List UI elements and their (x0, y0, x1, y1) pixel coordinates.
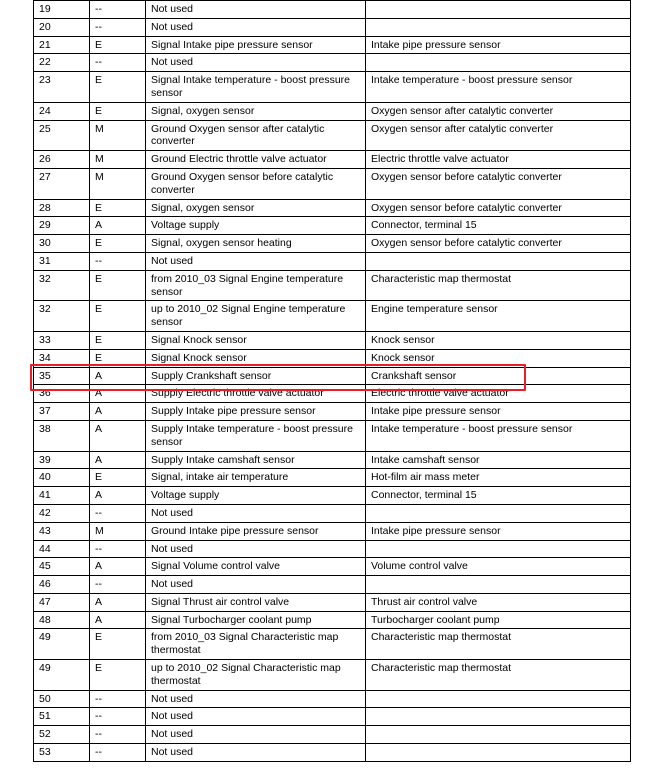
table-row (34, 629, 631, 660)
type-cell: E (90, 102, 146, 120)
pin-cell: 31 (34, 252, 90, 270)
table-row (34, 1, 631, 19)
signal-cell: Ground Electric throttle valve actuator (146, 151, 366, 169)
signal-cell: Signal Volume control valve (146, 558, 366, 576)
type-cell: E (90, 331, 146, 349)
signal-cell: from 2010_03 Signal Characteristic map thermostat (146, 629, 366, 660)
table-row (34, 744, 631, 762)
type-cell: M (90, 120, 146, 151)
type-cell: M (90, 522, 146, 540)
component-cell: Oxygen sensor before catalytic converter (366, 168, 631, 199)
signal-cell: Supply Intake camshaft sensor (146, 451, 366, 469)
type-cell: M (90, 151, 146, 169)
table-row (34, 54, 631, 72)
pin-assignment-table (33, 0, 631, 762)
component-cell: Characteristic map thermostat (366, 629, 631, 660)
pin-cell: 32 (34, 270, 90, 301)
type-cell: -- (90, 726, 146, 744)
type-cell: E (90, 199, 146, 217)
type-cell: A (90, 420, 146, 451)
pin-cell: 27 (34, 168, 90, 199)
type-cell: -- (90, 540, 146, 558)
pin-cell: 40 (34, 469, 90, 487)
signal-cell: Signal, oxygen sensor (146, 102, 366, 120)
component-cell: Turbocharger coolant pump (366, 611, 631, 629)
signal-cell: Supply Intake temperature - boost pressure sensor (146, 420, 366, 451)
component-cell: Knock sensor (366, 331, 631, 349)
table-row (34, 487, 631, 505)
signal-cell: Ground Oxygen sensor before catalytic converter (146, 168, 366, 199)
pin-cell: 22 (34, 54, 90, 72)
table-row (34, 611, 631, 629)
pin-cell: 30 (34, 235, 90, 253)
table-row (34, 469, 631, 487)
pin-cell: 24 (34, 102, 90, 120)
type-cell: A (90, 403, 146, 421)
pin-cell: 47 (34, 593, 90, 611)
signal-cell: Signal Intake temperature - boost pressure sensor (146, 72, 366, 103)
signal-cell: Signal, intake air temperature (146, 469, 366, 487)
component-cell: Knock sensor (366, 349, 631, 367)
signal-cell: Signal Thrust air control valve (146, 593, 366, 611)
pin-cell: 48 (34, 611, 90, 629)
type-cell: -- (90, 252, 146, 270)
component-cell (366, 540, 631, 558)
signal-cell: Not used (146, 1, 366, 19)
table-row (34, 168, 631, 199)
table-row (34, 18, 631, 36)
component-cell: Connector, terminal 15 (366, 487, 631, 505)
component-cell (366, 690, 631, 708)
type-cell: E (90, 36, 146, 54)
component-cell: Intake pipe pressure sensor (366, 36, 631, 54)
signal-cell: Signal Turbocharger coolant pump (146, 611, 366, 629)
type-cell: A (90, 611, 146, 629)
pin-cell: 52 (34, 726, 90, 744)
component-cell: Volume control valve (366, 558, 631, 576)
type-cell: -- (90, 1, 146, 19)
pin-cell: 51 (34, 708, 90, 726)
signal-cell: Ground Oxygen sensor after catalytic converter (146, 120, 366, 151)
pin-cell: 36 (34, 385, 90, 403)
pin-cell: 26 (34, 151, 90, 169)
component-cell: Thrust air control valve (366, 593, 631, 611)
table-row (34, 217, 631, 235)
pin-cell: 49 (34, 660, 90, 691)
table-row (34, 72, 631, 103)
pin-cell: 44 (34, 540, 90, 558)
table-row (34, 301, 631, 332)
table-row (34, 540, 631, 558)
component-cell (366, 18, 631, 36)
type-cell: E (90, 72, 146, 103)
signal-cell: Not used (146, 504, 366, 522)
pin-cell: 39 (34, 451, 90, 469)
type-cell: M (90, 168, 146, 199)
type-cell: -- (90, 54, 146, 72)
pin-cell: 20 (34, 18, 90, 36)
pin-cell: 49 (34, 629, 90, 660)
type-cell: E (90, 629, 146, 660)
signal-cell: Not used (146, 744, 366, 762)
table-row (34, 252, 631, 270)
type-cell: E (90, 235, 146, 253)
pin-cell: 23 (34, 72, 90, 103)
component-cell: Hot-film air mass meter (366, 469, 631, 487)
component-cell (366, 1, 631, 19)
type-cell: E (90, 349, 146, 367)
type-cell: -- (90, 744, 146, 762)
pin-cell: 35 (34, 367, 90, 385)
signal-cell: Not used (146, 726, 366, 744)
component-cell: Characteristic map thermostat (366, 660, 631, 691)
signal-cell: Voltage supply (146, 217, 366, 235)
pin-cell: 37 (34, 403, 90, 421)
component-cell: Engine temperature sensor (366, 301, 631, 332)
component-cell (366, 54, 631, 72)
type-cell: -- (90, 708, 146, 726)
signal-cell: Ground Intake pipe pressure sensor (146, 522, 366, 540)
signal-cell: from 2010_03 Signal Engine temperature sensor (146, 270, 366, 301)
table-row (34, 690, 631, 708)
component-cell (366, 504, 631, 522)
signal-cell: Not used (146, 54, 366, 72)
component-cell: Intake pipe pressure sensor (366, 403, 631, 421)
table-row (34, 36, 631, 54)
component-cell (366, 708, 631, 726)
pin-cell: 45 (34, 558, 90, 576)
pin-cell: 33 (34, 331, 90, 349)
table-row (34, 576, 631, 594)
component-cell: Intake camshaft sensor (366, 451, 631, 469)
component-cell (366, 252, 631, 270)
component-cell: Oxygen sensor before catalytic converter (366, 199, 631, 217)
signal-cell: Not used (146, 252, 366, 270)
component-cell (366, 576, 631, 594)
signal-cell: Signal, oxygen sensor (146, 199, 366, 217)
signal-cell: Supply Electric throttle valve actuator (146, 385, 366, 403)
table-row (34, 120, 631, 151)
pin-cell: 32 (34, 301, 90, 332)
signal-cell: Not used (146, 540, 366, 558)
type-cell: E (90, 660, 146, 691)
component-cell: Intake temperature - boost pressure sensor (366, 72, 631, 103)
pin-cell: 28 (34, 199, 90, 217)
pin-cell: 25 (34, 120, 90, 151)
signal-cell: Not used (146, 576, 366, 594)
component-cell: Electric throttle valve actuator (366, 385, 631, 403)
signal-cell: Signal Knock sensor (146, 349, 366, 367)
component-cell: Oxygen sensor before catalytic converter (366, 235, 631, 253)
table-row (34, 270, 631, 301)
table-row (34, 420, 631, 451)
table-row (34, 235, 631, 253)
type-cell: A (90, 487, 146, 505)
table-row (34, 593, 631, 611)
table-row (34, 726, 631, 744)
signal-cell: Not used (146, 18, 366, 36)
signal-cell: Not used (146, 690, 366, 708)
type-cell: A (90, 451, 146, 469)
type-cell: A (90, 558, 146, 576)
signal-cell: Signal, oxygen sensor heating (146, 235, 366, 253)
type-cell: A (90, 385, 146, 403)
table-row (34, 385, 631, 403)
pin-cell: 19 (34, 1, 90, 19)
pin-cell: 43 (34, 522, 90, 540)
type-cell: -- (90, 690, 146, 708)
component-cell (366, 726, 631, 744)
component-cell: Characteristic map thermostat (366, 270, 631, 301)
pin-cell: 34 (34, 349, 90, 367)
table-row (34, 151, 631, 169)
signal-cell: Supply Intake pipe pressure sensor (146, 403, 366, 421)
component-cell: Intake temperature - boost pressure sensor (366, 420, 631, 451)
component-cell: Intake pipe pressure sensor (366, 522, 631, 540)
type-cell: -- (90, 576, 146, 594)
table-row (34, 451, 631, 469)
table-row (34, 367, 631, 385)
pin-cell: 53 (34, 744, 90, 762)
component-cell: Oxygen sensor after catalytic converter (366, 102, 631, 120)
signal-cell: Voltage supply (146, 487, 366, 505)
type-cell: A (90, 217, 146, 235)
type-cell: A (90, 367, 146, 385)
table-row (34, 522, 631, 540)
signal-cell: Signal Intake pipe pressure sensor (146, 36, 366, 54)
signal-cell: Not used (146, 708, 366, 726)
type-cell: -- (90, 504, 146, 522)
table-row (34, 403, 631, 421)
pin-cell: 29 (34, 217, 90, 235)
type-cell: E (90, 270, 146, 301)
type-cell: -- (90, 18, 146, 36)
signal-cell: Signal Knock sensor (146, 331, 366, 349)
component-cell (366, 744, 631, 762)
pin-cell: 41 (34, 487, 90, 505)
pin-cell: 21 (34, 36, 90, 54)
component-cell: Crankshaft sensor (366, 367, 631, 385)
type-cell: E (90, 301, 146, 332)
signal-cell: up to 2010_02 Signal Characteristic map thermostat (146, 660, 366, 691)
table-row (34, 558, 631, 576)
table-row (34, 660, 631, 691)
table-row (34, 708, 631, 726)
table-row (34, 199, 631, 217)
signal-cell: Supply Crankshaft sensor (146, 367, 366, 385)
table-row (34, 349, 631, 367)
pin-cell: 50 (34, 690, 90, 708)
type-cell: E (90, 469, 146, 487)
table-row (34, 102, 631, 120)
component-cell: Electric throttle valve actuator (366, 151, 631, 169)
pin-cell: 46 (34, 576, 90, 594)
type-cell: A (90, 593, 146, 611)
signal-cell: up to 2010_02 Signal Engine temperature sensor (146, 301, 366, 332)
pin-cell: 42 (34, 504, 90, 522)
table-row (34, 331, 631, 349)
pin-cell: 38 (34, 420, 90, 451)
component-cell: Oxygen sensor after catalytic converter (366, 120, 631, 151)
component-cell: Connector, terminal 15 (366, 217, 631, 235)
table-row (34, 504, 631, 522)
